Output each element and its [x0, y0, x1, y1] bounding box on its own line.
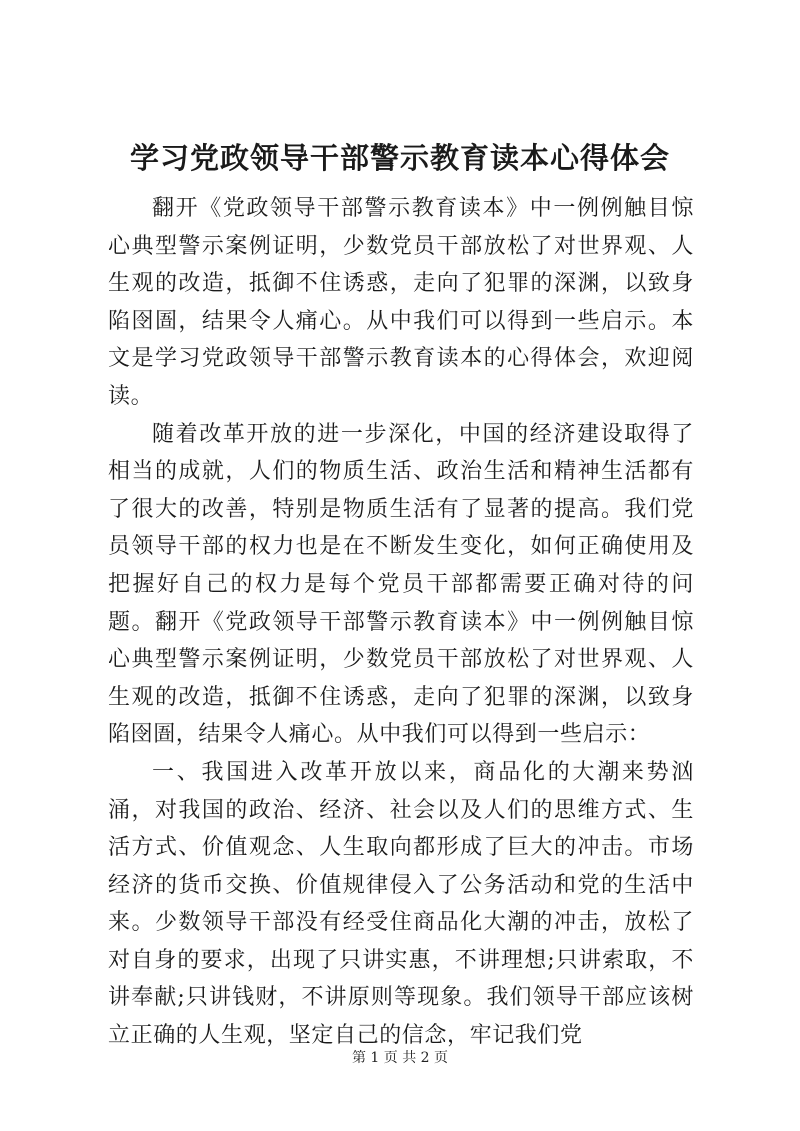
paragraph-point-one: 一、我国进入改革开放以来，商品化的大潮来势汹涌，对我国的政治、经济、社会以及人们的思维方式、生活方式、价值观念、人生取向都形成了巨大的冲击。市场经济的货币交换、价值规律侵入了公务活动和党的生活中来。少数领导干部没有经受住商品化大潮的冲击，放松了对自身的要求，出现了只讲实惠，不讲理想;只讲索取，不讲奉献;只讲钱财，不讲原则等现象。我们领导干部应该树立正确的人生观，坚定自己的信念，牢记我们党 [108, 759, 694, 1049]
document-title: 学习党政领导干部警示教育读本心得体会 [129, 141, 670, 175]
page-footer: 第 1 页 共 2 页 [351, 1050, 449, 1066]
document-body [108, 190, 694, 1055]
paragraph-background: 随着改革开放的进一步深化，中国的经济建设取得了相当的成就，人们的物质生活、政治生活和精神生活都有了很大的改善，特别是物质生活有了显著的提高。我们党员领导干部的权力也是在不断发生变化，如何正确使用及把握好自己的权力是每个党员干部都需要正确对待的问题。翻开《党政领导干部警示教育读本》中一例例触目惊心典型警示案例证明，少数党员干部放松了对世界观、人生观的改造，抵御不住诱惑，走向了犯罪的深渊，以致身陷囹圄，结果令人痛心。从中我们可以得到一些启示： [108, 421, 694, 748]
paragraph-intro: 翻开《党政领导干部警示教育读本》中一例例触目惊心典型警示案例证明，少数党员干部放松了对世界观、人生观的改造，抵御不住诱惑，走向了犯罪的深渊，以致身陷囹圄，结果令人痛心。从中我们可以得到一些启示。本文是学习党政领导干部警示教育读本的心得体会，欢迎阅读。 [108, 196, 694, 409]
